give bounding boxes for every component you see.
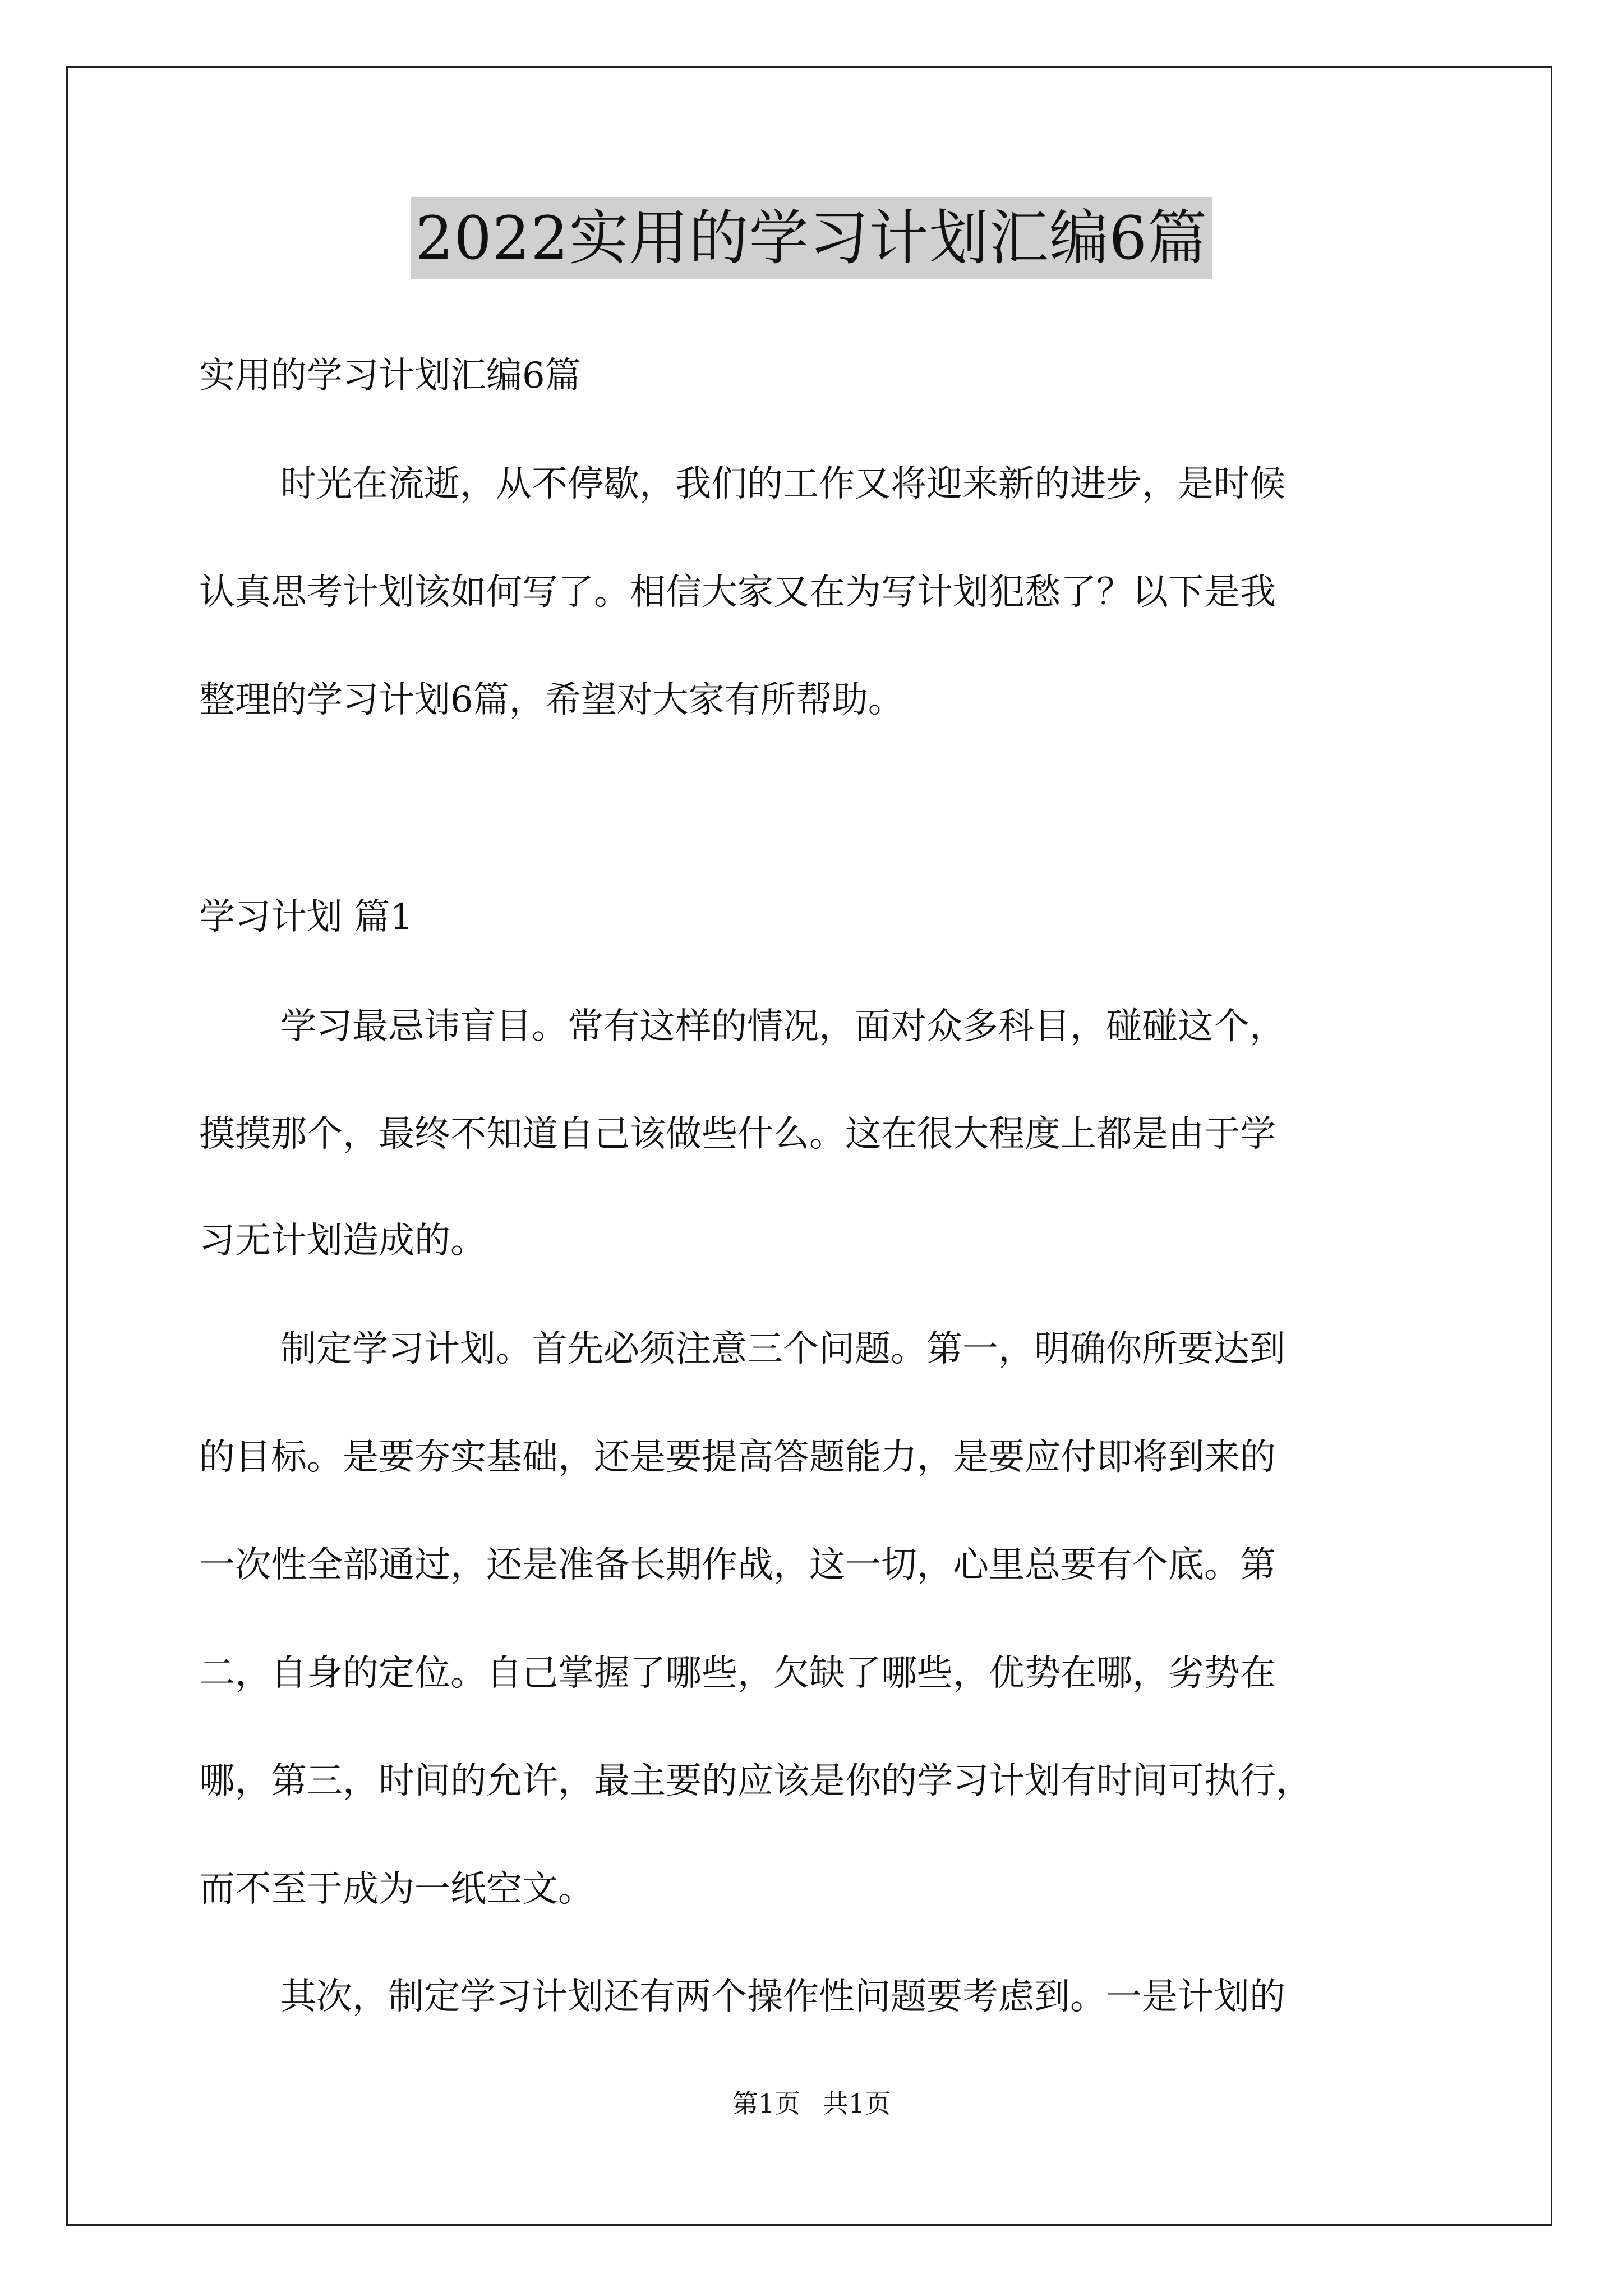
page-number: 第1页 (732, 2088, 800, 2119)
intro-line-2: 认真思考计划该如何写了。相信大家又在为写计划犯愁了？以下是我 (199, 572, 1276, 613)
title-container (0, 197, 1623, 279)
para2-line-2: 的目标。是要夯实基础，还是要提高答题能力，是要应付即将到来的 (199, 1437, 1276, 1478)
para3-line-1: 其次，制定学习计划还有两个操作性问题要考虑到。一是计划的 (280, 1976, 1285, 2018)
document-subtitle: 实用的学习计划汇编6篇 (199, 355, 581, 397)
para2-line-3: 一次性全部通过，还是准备长期作战，这一切，心里总要有个底。第 (199, 1544, 1276, 1586)
page-footer (0, 2087, 1623, 2120)
para1-line-3: 习无计划造成的。 (199, 1220, 486, 1262)
intro-line-3: 整理的学习计划6篇，希望对大家有所帮助。 (199, 679, 904, 721)
page-total: 共1页 (823, 2088, 891, 2119)
para2-line-6: 而不至于成为一纸空文。 (199, 1869, 594, 1910)
para1-line-1: 学习最忌讳盲目。常有这样的情况，面对众多科目，碰碰这个， (280, 1006, 1285, 1047)
para1-line-2: 摸摸那个，最终不知道自己该做些什么。这在很大程度上都是由于学 (199, 1114, 1276, 1155)
para2-line-5: 哪，第三，时间的允许，最主要的应该是你的学习计划有时间可执行， (199, 1760, 1312, 1802)
section-heading: 学习计划 篇1 (199, 896, 413, 938)
para2-line-1: 制定学习计划。首先必须注意三个问题。第一，明确你所要达到 (280, 1328, 1285, 1370)
intro-line-1: 时光在流逝，从不停歇，我们的工作又将迎来新的进步，是时候 (280, 463, 1285, 505)
document-title: 2022实用的学习计划汇编6篇 (411, 197, 1212, 279)
para2-line-4: 二，自身的定位。自己掌握了哪些，欠缺了哪些，优势在哪，劣势在 (199, 1653, 1276, 1694)
